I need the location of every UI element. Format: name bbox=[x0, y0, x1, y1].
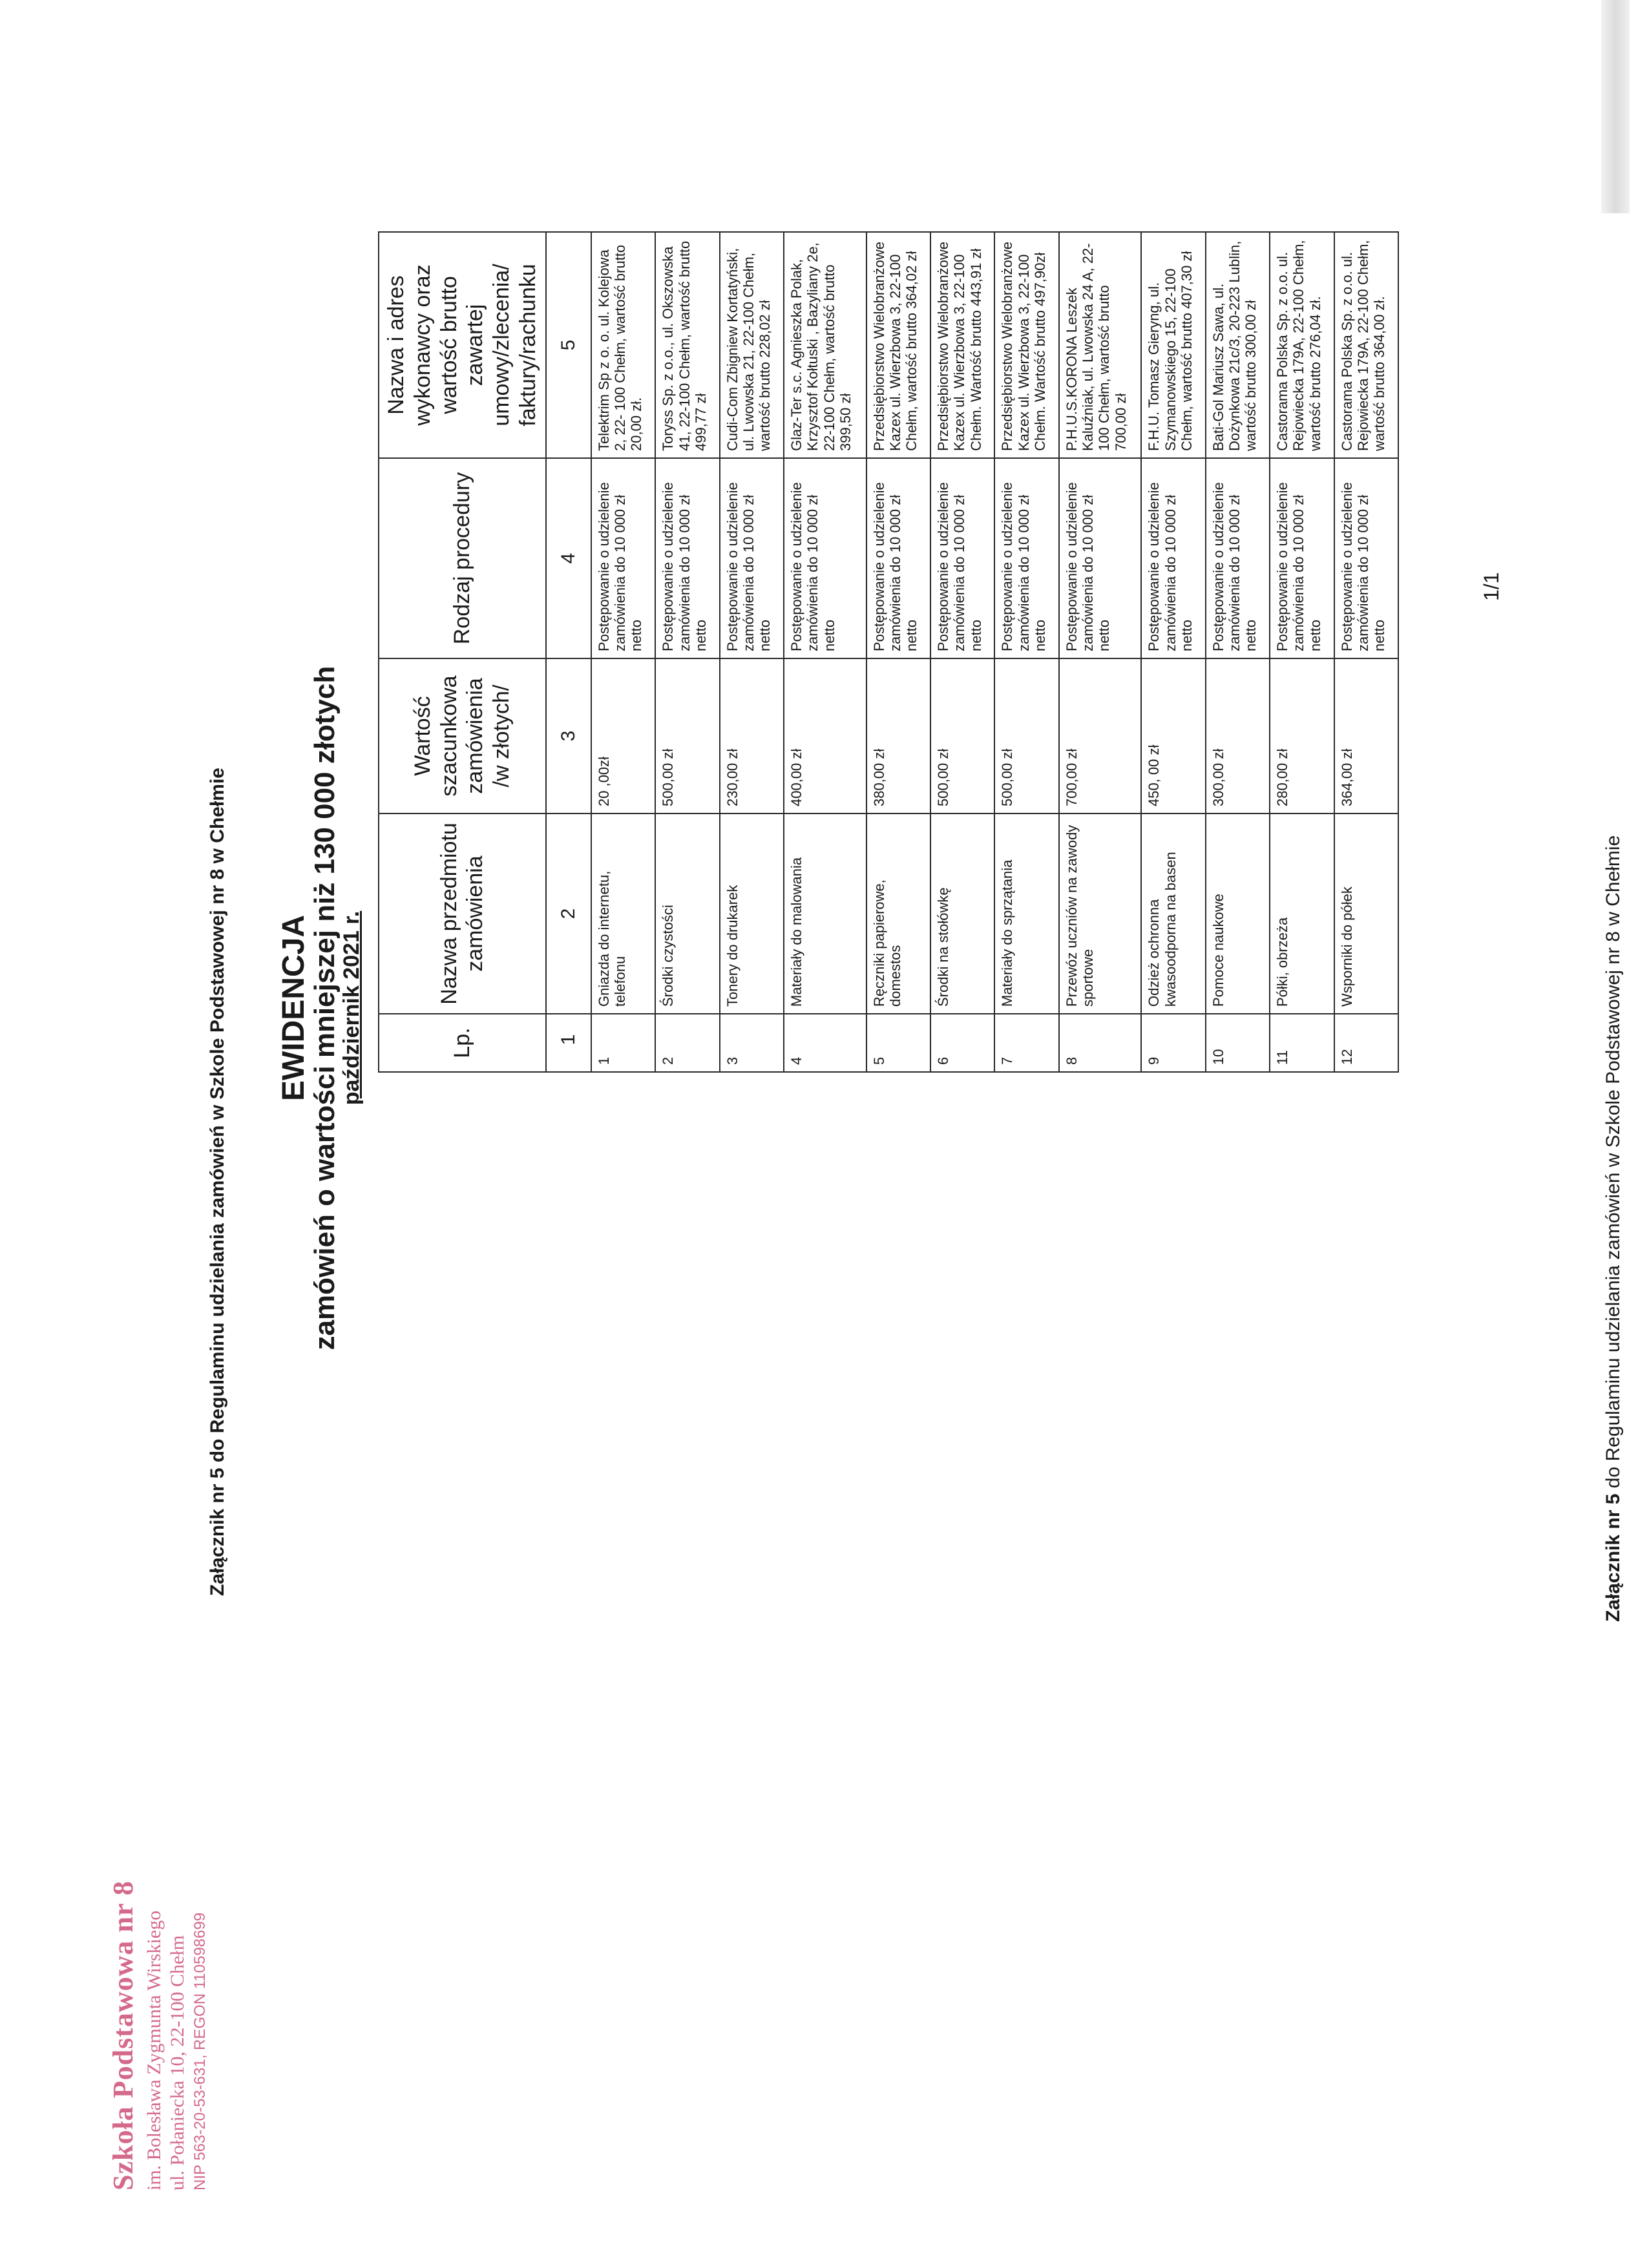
header-value: Wartość szacunkowa zamówienia /w złotych/ bbox=[379, 658, 546, 814]
cell-contractor: Cudi-Com Zbigniew Kortatyński, ul. Lwowska 21, 22-100 Chełm, wartość brutto 228,02 zł bbox=[720, 232, 784, 458]
cell-value: 500,00 zł bbox=[655, 658, 719, 814]
document-title bbox=[278, 459, 363, 1557]
cell-contractor: Telektrim Sp z o. o. ul. Kolejowa 2, 22- 100 Chełm, wartość brutto 20,00 zł. bbox=[591, 232, 655, 458]
cell-lp: 12 bbox=[1334, 1014, 1398, 1072]
cell-lp: 11 bbox=[1270, 1014, 1334, 1072]
table-row bbox=[930, 232, 994, 1072]
cell-procedure: Postępowanie o udzielenie zamówienia do 10 000 zł netto bbox=[1334, 458, 1398, 658]
table-row bbox=[784, 232, 866, 1072]
cell-subject: Środki na stołówkę bbox=[930, 814, 994, 1014]
cell-procedure: Postępowanie o udzielenie zamówienia do 10 000 zł netto bbox=[1270, 458, 1334, 658]
table-row bbox=[1141, 232, 1205, 1072]
cell-contractor: Toryss Sp. z o.o., ul. Okszowska 41, 22-100 Chełm, wartość brutto 499,77 zł bbox=[655, 232, 719, 458]
cell-procedure: Postępowanie o udzielenie zamówienia do 10 000 zł netto bbox=[1206, 458, 1270, 658]
column-number-row bbox=[546, 232, 591, 1072]
table-row bbox=[720, 232, 784, 1072]
cell-value: 700,00 zł bbox=[1059, 658, 1141, 814]
cell-subject: Tonery do drukarek bbox=[720, 814, 784, 1014]
cell-subject: Materiały do sprzątania bbox=[994, 814, 1058, 1014]
cell-subject: Materiały do malowania bbox=[784, 814, 866, 1014]
column-number-4: 4 bbox=[546, 458, 591, 658]
column-number-2: 2 bbox=[546, 814, 591, 1014]
cell-value: 380,00 zł bbox=[867, 658, 930, 814]
cell-value: 230,00 zł bbox=[720, 658, 784, 814]
cell-lp: 8 bbox=[1059, 1014, 1141, 1072]
cell-value: 450, 00 zł bbox=[1141, 658, 1205, 814]
footer-rest: do Regulaminu udzielania zamówień w Szkole Podstawowej nr 8 w Chełmie bbox=[1602, 835, 1624, 1494]
header-note: Załącznik nr 5 do Regulaminu udzielania zamówień w Szkole Podstawowej nr 8 w Chełmie bbox=[207, 768, 228, 1596]
table-row bbox=[591, 232, 655, 1072]
school-stamp bbox=[107, 1674, 209, 2190]
footer-note bbox=[1602, 71, 1624, 1622]
column-number-3: 3 bbox=[546, 658, 591, 814]
cell-lp: 7 bbox=[994, 1014, 1058, 1072]
stamp-line-3: ul. Połaniecka 10, 22-100 Chełm bbox=[167, 1935, 188, 2190]
stamp-line-4: NIP 563-20-53-631, REGON 110598699 bbox=[191, 1912, 209, 2190]
cell-lp: 4 bbox=[784, 1014, 866, 1072]
cell-procedure: Postępowanie o udzielenie zamówienia do 10 000 zł netto bbox=[655, 458, 719, 658]
cell-subject: Przewóz uczniów na zawody sportowe bbox=[1059, 814, 1141, 1014]
cell-procedure: Postępowanie o udzielenie zamówienia do 10 000 zł netto bbox=[867, 458, 930, 658]
cell-lp: 9 bbox=[1141, 1014, 1205, 1072]
cell-contractor: Bati-Gol Mariusz Sawa, ul. Dożynkowa 21c/3, 20-223 Lublin, wartość brutto 300,00 zł bbox=[1206, 232, 1270, 458]
cell-value: 300,00 zł bbox=[1206, 658, 1270, 814]
cell-procedure: Postępowanie o udzielenie zamówienia do 10 000 zł netto bbox=[930, 458, 994, 658]
orders-register-table bbox=[378, 231, 1399, 1073]
cell-value: 400,00 zł bbox=[784, 658, 866, 814]
cell-lp: 3 bbox=[720, 1014, 784, 1072]
cell-contractor: Castorama Polska Sp. z o.o. ul. Rejowiecka 179A, 22-100 Chełm, wartość brutto 364,00 zł. bbox=[1334, 232, 1398, 458]
table-row bbox=[1270, 232, 1334, 1072]
cell-contractor: Castorama Polska Sp. z o.o. ul. Rejowiecka 179A, 22-100 Chełm, wartość brutto 276,04 zł. bbox=[1270, 232, 1334, 458]
cell-subject: Odzież ochronna kwasoodporna na basen bbox=[1141, 814, 1205, 1014]
cell-lp: 2 bbox=[655, 1014, 719, 1072]
cell-lp: 1 bbox=[591, 1014, 655, 1072]
cell-lp: 5 bbox=[867, 1014, 930, 1072]
cell-subject: Ręczniki papierowe, domestos bbox=[867, 814, 930, 1014]
cell-subject: Pomoce naukowe bbox=[1206, 814, 1270, 1014]
cell-subject: Środki czystości bbox=[655, 814, 719, 1014]
header-contractor: Nazwa i adres wykonawcy oraz wartość brutto zawartej umowy/zlecenia/ faktury/rachunku bbox=[379, 232, 546, 458]
stamp-line-1: Szkoła Podstawowa nr 8 bbox=[107, 1880, 139, 2190]
header-lp: Lp. bbox=[379, 1014, 546, 1072]
cell-subject: Gniazda do internetu, telefonu bbox=[591, 814, 655, 1014]
table-row bbox=[1334, 232, 1398, 1072]
cell-procedure: Postępowanie o udzielenie zamówienia do 10 000 zł netto bbox=[784, 458, 866, 658]
cell-value: 20 ,00zł bbox=[591, 658, 655, 814]
header-procedure: Rodzaj procedury bbox=[379, 458, 546, 658]
table-header-row bbox=[379, 232, 546, 1072]
table-row bbox=[655, 232, 719, 1072]
cell-value: 500,00 zł bbox=[930, 658, 994, 814]
column-number-1: 1 bbox=[546, 1014, 591, 1072]
cell-contractor: Przedsiębiorstwo Wielobranżowe Kazex ul. Wierzbowa 3, 22-100 Chełm. Wartość brutto 443,91 zł bbox=[930, 232, 994, 458]
cell-subject: Półki, obrzeża bbox=[1270, 814, 1334, 1014]
cell-contractor: Glaz-Ter s.c. Agnieszka Polak, Krzysztof Kołtuski , Bazyliany 2e, 22-100 Chełm, wartość brutto 399,50 zł bbox=[784, 232, 866, 458]
title-line-1: EWIDENCJA bbox=[277, 914, 311, 1102]
cell-lp: 6 bbox=[930, 1014, 994, 1072]
cell-contractor: P.H.U.S.KORONA Leszek Kaluźniak, ul. Lwowska 24 A, 22-100 Chełm, wartość brutto 700,00 zł bbox=[1059, 232, 1141, 458]
table-row bbox=[867, 232, 930, 1072]
cell-procedure: Postępowanie o udzielenie zamówienia do 10 000 zł netto bbox=[1141, 458, 1205, 658]
cell-contractor: Przedsiębiorstwo Wielobranżowe Kazex ul. Wierzbowa 3, 22-100 Chełm. Wartość brutto 497,90zł bbox=[994, 232, 1058, 458]
title-line-2: zamówień o wartości mniejszej niż 130 000 złotych bbox=[309, 666, 341, 1350]
header-subject: Nazwa przedmiotu zamówienia bbox=[379, 814, 546, 1014]
cell-procedure: Postępowanie o udzielenie zamówienia do 10 000 zł netto bbox=[720, 458, 784, 658]
stamp-line-2: im. Bolesława Zygmunta Wirskiego bbox=[143, 1910, 165, 2190]
table-row bbox=[1206, 232, 1270, 1072]
table-row bbox=[994, 232, 1058, 1072]
footer-prefix: Załącznik nr 5 bbox=[1602, 1493, 1624, 1622]
table-row bbox=[1059, 232, 1141, 1072]
column-number-5: 5 bbox=[546, 232, 591, 458]
cell-subject: Wsporniki do półek bbox=[1334, 814, 1398, 1014]
cell-contractor: Przedsiębiorstwo Wielobranżowe Kazex ul. Wierzbowa 3, 22-100 Chełm, wartość brutto 364,02 zł bbox=[867, 232, 930, 458]
cell-procedure: Postępowanie o udzielenie zamówienia do 10 000 zł netto bbox=[591, 458, 655, 658]
cell-procedure: Postępowanie o udzielenie zamówienia do 10 000 zł netto bbox=[994, 458, 1058, 658]
cell-contractor: F.H.U. Tomasz Gieryng, ul. Szymanowskiego 15, 22-100 Chełm, wartość brutto 407,30 zł bbox=[1141, 232, 1205, 458]
cell-lp: 10 bbox=[1206, 1014, 1270, 1072]
cell-procedure: Postępowanie o udzielenie zamówienia do 10 000 zł netto bbox=[1059, 458, 1141, 658]
cell-value: 280,00 zł bbox=[1270, 658, 1334, 814]
page-number: 1/1 bbox=[1480, 572, 1503, 601]
cell-value: 500,00 zł bbox=[994, 658, 1058, 814]
title-line-3: październik 2021 r. bbox=[339, 910, 364, 1106]
cell-value: 364,00 zł bbox=[1334, 658, 1398, 814]
